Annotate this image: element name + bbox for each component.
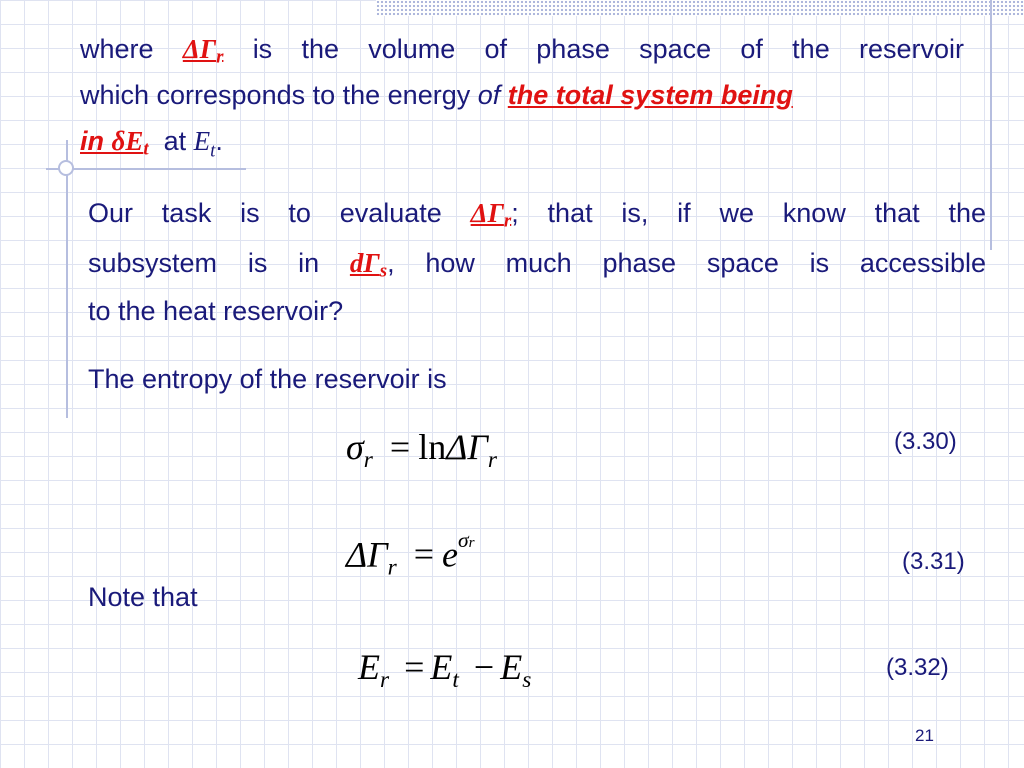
equation-number-3-30: (3.30) — [894, 428, 957, 455]
red-phrase-2: in $\delta E_t$ — [80, 126, 149, 160]
para3 — [88, 356, 447, 402]
para1-text-a: is the volume of phase space of the reservoir — [252, 34, 964, 64]
para2-text-c: subsystem is in — [88, 248, 320, 278]
symbol-e-t: $E_t$ — [193, 126, 216, 162]
para3-text: The entropy of the reservoir is — [88, 364, 447, 394]
note-that — [88, 574, 198, 620]
equation-number-3-32: (3.32) — [886, 654, 949, 681]
right-vertical-rule — [990, 0, 992, 250]
para2-text-b: ; that is, if we know that the — [511, 198, 986, 228]
para1-line2 — [80, 72, 980, 118]
para2-line1 — [88, 190, 986, 245]
para2-line3 — [88, 288, 343, 334]
para2-line2 — [88, 240, 986, 295]
top-dotted-bar — [376, 0, 1024, 16]
equation-number-3-31: (3.31) — [902, 548, 965, 575]
equation-3-32: $E_r = E_t - E_s$ — [358, 647, 532, 694]
para2-text-d: , how much phase space is accessible — [387, 248, 986, 278]
word-of: of — [477, 80, 501, 110]
para1-line3 — [80, 118, 223, 174]
period: . — [215, 126, 223, 156]
left-vertical-rule — [66, 140, 68, 418]
page-number: 21 — [915, 726, 934, 745]
word-where: where — [80, 34, 154, 64]
word-at: at — [163, 126, 187, 156]
red-phrase-1: the total system being — [507, 80, 793, 110]
note-text: Note that — [88, 582, 198, 612]
symbol-delta-gamma-r-2: $\Delta\Gamma_r$ — [470, 198, 512, 232]
rule-junction-circle — [58, 160, 74, 176]
equation-3-31: $\Delta\Gamma_r = e^{\sigma r}$ — [346, 528, 475, 581]
para1-text-b: which corresponds to the energy — [80, 80, 471, 110]
equation-3-30: $\sigma_r = \ln\Delta\Gamma_r$ — [346, 427, 497, 474]
symbol-delta-gamma-r: $\Delta\Gamma_r$ — [182, 34, 224, 68]
symbol-d-gamma-s: $d\Gamma_s$ — [349, 248, 388, 282]
para2-text-e: to the heat reservoir? — [88, 296, 344, 326]
para2-text-a: Our task is to evaluate — [88, 198, 442, 228]
